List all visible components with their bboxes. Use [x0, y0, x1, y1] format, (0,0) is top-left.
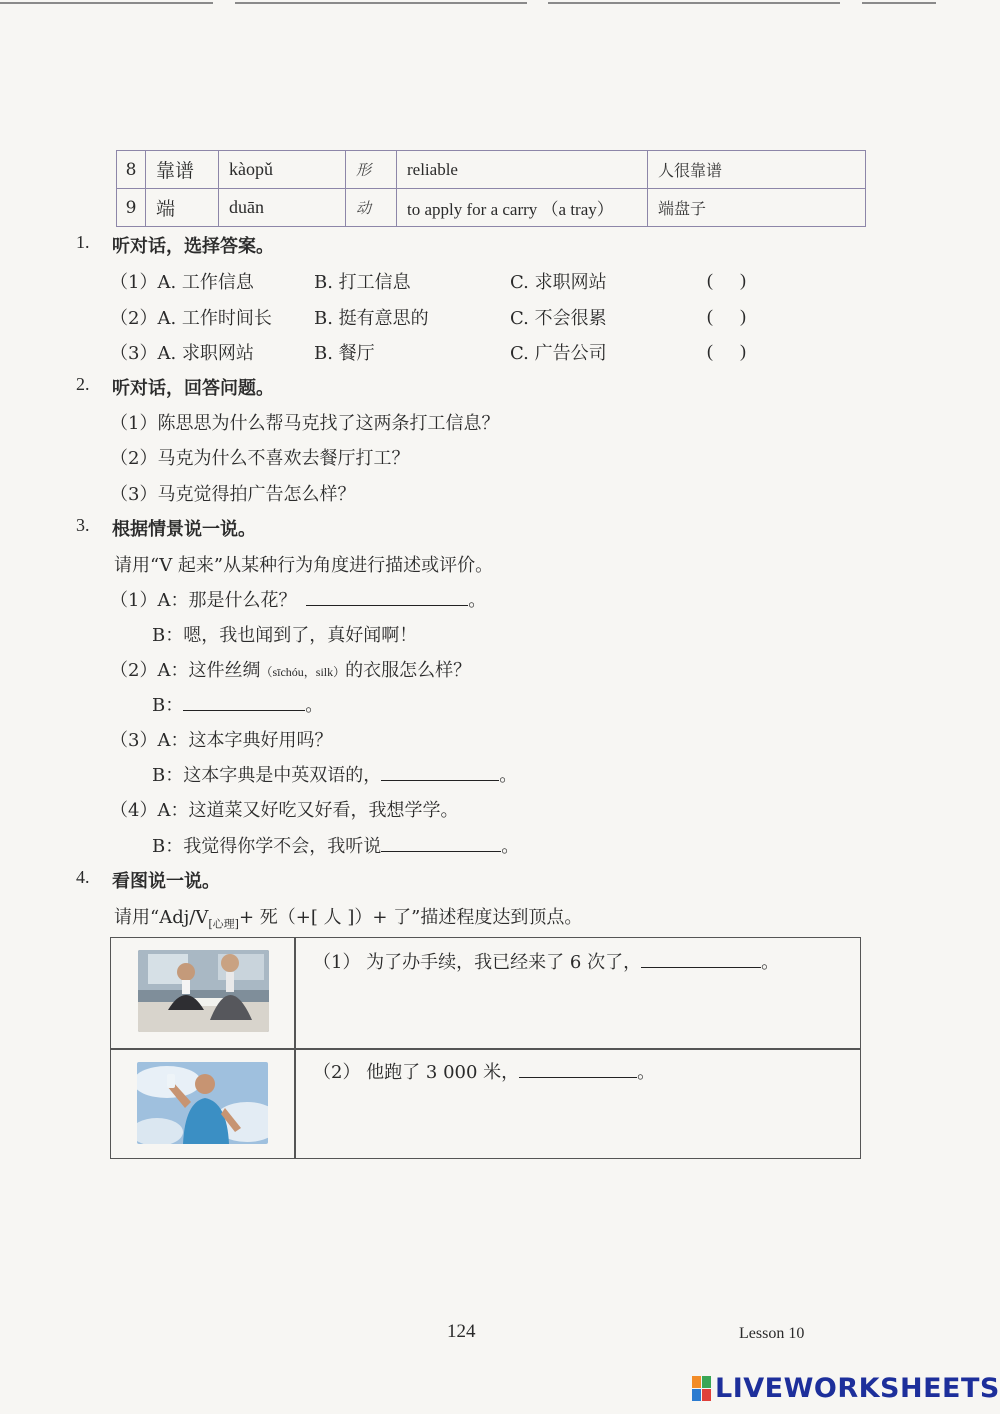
q3-dialog-3-blank[interactable] [381, 764, 499, 781]
question-4-title: 看图说一说。 [112, 871, 220, 892]
q3-dialog-3-a: （3）A：这本字典好用吗？ [110, 730, 333, 751]
runner-drinking-photo [137, 1062, 268, 1144]
q1-item-3-option-b: B. 餐厅 [314, 343, 375, 364]
q2-item-1: （1）陈思思为什么帮马克找了这两条打工信息？ [110, 413, 500, 434]
q3-dialog-2-b-text: B： [152, 695, 184, 716]
vocab-hanzi: 靠谱 [146, 151, 219, 189]
vocab-example: 端盘子 [648, 189, 866, 227]
vocab-english: reliable [397, 151, 648, 189]
vocab-part-of-speech: 动 [346, 189, 397, 227]
q3-dialog-2-blank[interactable] [183, 694, 305, 711]
vocab-row [117, 189, 866, 227]
question-1-title: 听对话，选择答案。 [112, 236, 274, 257]
q3-dialog-4-b-text: B：我觉得你学不会，我听说 [152, 836, 382, 857]
table-divider [111, 1048, 860, 1050]
q4-item-2-text: （2） 他跑了 3 000 米， [313, 1062, 520, 1083]
period: 。 [637, 1062, 656, 1083]
q3-dialog-3-b [152, 761, 517, 787]
q3-dialog-2-a [110, 656, 471, 682]
q1-item-1-answer-box[interactable]: ( ) [707, 270, 746, 290]
vocab-pinyin: kàopǔ [219, 151, 346, 189]
period: 。 [501, 836, 520, 857]
q1-item-2-option-b: B. 挺有意思的 [314, 308, 429, 329]
q1-item-1-option-a: （1）A. 工作信息 [110, 272, 254, 293]
question-3-number: 3. [76, 515, 90, 535]
q3-dialog-2-a-pre: （2）A：这件丝绸 [110, 660, 261, 681]
q3-instruction: 请用“V 起来”从某种行为角度进行描述或评价。 [114, 555, 494, 576]
q3-dialog-1-a [110, 586, 486, 612]
scan-line [0, 2, 213, 4]
q1-item-2-answer-box[interactable]: ( ) [707, 306, 746, 326]
question-2-number: 2. [76, 374, 90, 394]
vocab-example: 人很靠谱 [648, 151, 866, 189]
q1-item-1-option-c: C. 求职网站 [510, 272, 607, 293]
q3-dialog-4-b [152, 832, 519, 858]
question-4-number: 4. [76, 867, 90, 887]
lesson-label: Lesson 10 [739, 1325, 805, 1342]
q1-item-1-option-b: B. 打工信息 [314, 272, 411, 293]
vocab-hanzi: 端 [146, 189, 219, 227]
q1-item-3-answer-box[interactable]: ( ) [707, 341, 746, 361]
q4-instruction-sub: [心理] [208, 917, 239, 931]
vocab-english: to apply for a carry （a tray） [397, 189, 648, 227]
q4-item-1 [313, 948, 779, 974]
q1-item-2-option-c: C. 不会很累 [510, 308, 607, 329]
q3-dialog-1-blank[interactable] [306, 589, 468, 606]
period: 。 [761, 952, 780, 973]
question-2-title: 听对话，回答问题。 [112, 378, 274, 399]
q1-item-3-option-a: （3）A. 求职网站 [110, 343, 254, 364]
q3-dialog-3-b-text: B：这本字典是中英双语的， [152, 765, 382, 786]
liveworksheets-logo-icon [692, 1376, 712, 1402]
q2-item-3: （3）马克觉得拍广告怎么样？ [110, 484, 356, 505]
scan-line [548, 2, 840, 4]
vocabulary-table [116, 150, 866, 227]
q2-item-2: （2）马克为什么不喜欢去餐厅打工？ [110, 448, 410, 469]
q4-item-1-text: （1） 为了办手续，我已经来了 6 次了， [313, 952, 642, 973]
question-1-number: 1. [76, 232, 90, 252]
vocab-number: 9 [117, 189, 146, 227]
vocab-row [117, 151, 866, 189]
period: 。 [499, 765, 518, 786]
q4-instruction [114, 903, 582, 932]
period: 。 [305, 695, 324, 716]
q3-dialog-2-a-note: （sīchóu，silk） [260, 665, 346, 679]
q3-dialog-1-a-text: （1）A：那是什么花？ [110, 590, 297, 611]
q1-item-3-option-c: C. 广告公司 [510, 343, 607, 364]
q4-item-1-blank[interactable] [641, 951, 761, 968]
brand-name: LIVEWORKSHEETS [715, 1373, 1000, 1404]
q3-dialog-1-b: B：嗯，我也闻到了，真好闻啊！ [152, 625, 418, 646]
scan-line [235, 2, 527, 4]
question-3-title: 根据情景说一说。 [112, 519, 256, 540]
q3-dialog-2-b [152, 691, 323, 717]
q3-dialog-4-a: （4）A：这道菜又好吃又好看，我想学学。 [110, 800, 459, 821]
scan-line [862, 2, 936, 4]
q4-instruction-post: + 死（+[ 人 ]）+ 了”描述程度达到顶点。 [238, 907, 583, 928]
picture-table [110, 937, 861, 1159]
office-meeting-photo [138, 950, 269, 1032]
q4-instruction-pre: 请用“Adj/V [114, 907, 209, 928]
q1-item-2-option-a: （2）A. 工作时间长 [110, 308, 272, 329]
q3-dialog-4-blank[interactable] [381, 835, 501, 852]
period: 。 [468, 590, 487, 611]
vocab-part-of-speech: 形 [346, 151, 397, 189]
page-number: 124 [447, 1321, 476, 1342]
q3-dialog-2-a-post: 的衣服怎么样？ [345, 660, 472, 681]
vocab-number: 8 [117, 151, 146, 189]
vocab-pinyin: duān [219, 189, 346, 227]
q4-item-2 [313, 1058, 655, 1084]
q4-item-2-blank[interactable] [519, 1061, 637, 1078]
